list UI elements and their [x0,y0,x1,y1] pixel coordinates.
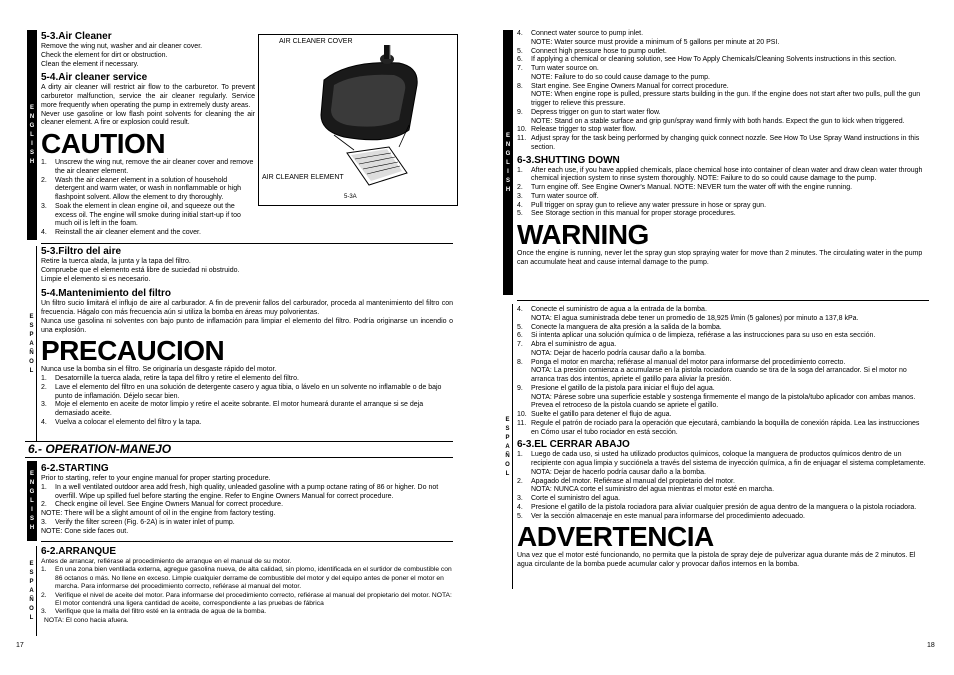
list-item-text: Connect water source to pump inlet. [531,30,644,37]
list-item-number: 8. [517,358,523,366]
list-item-text: If applying a chemical or cleaning solution, see How To Apply Chemicals/Cleaning Solvents instructions in this section. [531,56,897,64]
list-item-number: 3. [41,202,47,210]
language-letter: N [29,114,35,120]
list-item-number: 2. [41,591,47,599]
es-shutdown-steps [517,451,929,521]
language-bar-spanish [27,546,37,636]
list-item [41,592,453,609]
list-item-number: 3. [517,192,523,200]
language-letter: L [29,367,34,374]
page-number: 18 [927,642,935,649]
list-item-text: NOTE: Stand on a stable surface and grip gun/spray wand firmly with both hands. Expect the gun to kick when triggered. [531,117,905,125]
list-item [517,420,929,438]
language-bar-english [503,30,513,295]
list-item-text: Presione el gatillo de la pistola para iniciar el flujo del agua. [531,384,715,392]
list-item-text: Verify the filter screen (Fig. 6-2A) is in water inlet of pump. [55,518,235,526]
list-item-number: 9. [517,108,523,116]
language-letter: E [29,105,34,111]
list-item-text: Vuelva a colocar el elemento del filtro y la tapa. [55,418,202,426]
language-letter: O [29,358,34,365]
language-letter: S [505,177,510,184]
language-letter: L [30,132,34,138]
list-item [517,411,929,420]
list-item-text: Connect high pressure hose to pump outlet. [531,47,667,55]
list-item [41,375,453,384]
list-item-number: 9. [517,384,523,392]
list-item [41,159,255,177]
list-item-text: NOTE: Water source must provide a minimum of 5 gallons per minute at 20 PSI. [531,38,780,46]
list-item-number [517,486,527,495]
language-letter: H [505,186,511,193]
list-item-number: 1. [41,483,47,491]
language-letter: E [29,471,34,477]
list-item [41,501,453,510]
heading-mantenimiento-filtro: 5-4.Mantenimiento del filtro [41,288,172,300]
list-item-text: NOTA: NUNCA corte el suministro del agua mientras el motor esté en marcha. [531,486,775,494]
list-item-text: Turn water source off. [531,192,599,200]
list-item-number [517,350,527,359]
language-letter: S [29,570,34,576]
language-letter: H [29,159,35,165]
language-letter: E [29,313,34,320]
advertencia-title: ADVERTENCIA [517,521,714,553]
list-item-number: 1. [41,159,47,166]
list-item [517,56,929,65]
list-item [41,608,453,616]
list-item-text: Ver la sección almacenaje en este manual para informarse del procedimiento adecuado. [531,512,805,520]
list-item-number: 8. [517,82,523,90]
list-item [41,519,453,528]
list-item-number [517,74,527,83]
list-item-number: 3. [41,518,47,526]
divider [41,243,453,244]
list-item [517,126,929,135]
page-right [477,0,954,675]
list-item-number: 10. [517,126,527,134]
list-item-number [517,118,527,127]
text: NOTA: El cono hacia afuera. [44,616,129,624]
heading-filtro-aire: 5-3.Filtro del aire [41,246,122,257]
list-item-text: Conecte la manguera de alta presión a la salida de la bomba. [531,323,722,331]
list-item-text: See Storage section in this manual for proper storage procedures. [531,210,736,218]
list-item-number: 4. [41,229,47,236]
list-item-number: 5. [517,512,523,520]
language-letter: L [505,470,510,477]
language-letter: A [505,443,510,450]
list-item-text: Si intenta aplicar una solución química o de limpieza, refiérase a las instrucciones para su uso en esta sección. [531,332,876,340]
warning-text: Once the engine is running, never let the spray gun stop spraying water for move than 2 minutes. The circulating water in the pump can accumulate heat and cause internal damage to the pump. [517,250,923,266]
list-item-number [517,91,527,109]
text: NOTE: There will be a slight amount of oil in the engine from factory testing. [41,510,276,517]
divider [517,300,929,301]
list-item-number: 4. [41,418,47,426]
list-item [517,118,929,127]
language-bar-english [27,30,37,240]
divider [41,541,453,542]
text: Antes de arrancar, refiérase al procedimiento de arranque en el manual de su motor. [41,558,292,565]
list-item [517,394,929,412]
en-operation-section [517,30,929,268]
language-bar-spanish [503,304,513,589]
text: Check the element for dirt or obstruction. [41,51,168,59]
caution-title: CAUTION [41,128,166,159]
language-letter: G [29,489,35,495]
list-item [41,484,453,502]
warning-text: Una vez que el motor esté funcionando, no permita que la pistola de spray deje de pulverizar agua durante más de 2 minutos. El agua circulante de la bomba puede acumular calor y provocar daños internos en la bomba. [517,552,916,568]
language-letter: S [29,150,34,156]
list-item-number: 4. [517,306,523,313]
heading-air-cleaner: 5-3.Air Cleaner [41,31,112,42]
list-item-number: 7. [517,65,523,72]
list-item-text: Check engine oil level. See Engine Owners Manual for correct procedure. [55,501,284,509]
list-item-text: Ponga el motor en marcha; refiérase al manual del motor para informarse del procedimiento correcto. [531,358,846,366]
list-item [517,469,929,478]
language-letter: G [29,123,35,129]
list-item [517,478,929,487]
es-air-steps [41,375,453,428]
text: NOTE: Cone side faces out. [41,527,129,535]
list-item-text: Unscrew the wing nut, remove the air cleaner cover and remove the air cleaner element. [55,159,254,175]
list-item-number: 3. [41,401,47,409]
list-item [41,566,453,591]
list-item [517,48,929,57]
heading-shutting-down: 6-3.SHUTTING DOWN [517,154,620,166]
list-item [517,210,929,219]
list-item-number: 5. [517,210,523,218]
list-item-text: NOTA: Dejar de hacerlo podría causar daño a la bomba. [531,468,706,476]
es-arranque-section [41,545,453,625]
language-bar-english [27,461,37,541]
list-item-text: Start engine. See Engine Owners Manual for correct procedure. [531,82,729,90]
en-air-steps [41,159,255,238]
figure-label-cover: AIR CLEANER COVER [279,38,353,45]
language-letter: S [29,516,34,522]
list-item-number: 2. [41,383,47,391]
heading-air-cleaner-service: 5-4.Air cleaner service [41,72,148,84]
text: Nunca use gasolina ni solventes con bajo punto de inflamación para limpiar el elemento del filtro. Podría originarse un incendio o una explosión. [41,317,453,334]
heading-arranque: 6-2.ARRANQUE [41,546,117,557]
list-item [517,184,929,193]
list-item [517,324,929,333]
figure-label-element: AIR CLEANER ELEMENT [262,174,344,181]
language-letter: E [505,132,510,139]
list-item-number: 2. [517,184,523,191]
list-item-text: Conecte el suministro de agua a la entrada de la bomba. [531,306,707,313]
es-air-cleaner-section [41,245,453,428]
list-item-text: Suelte el gatillo para detener el flujo de agua. [531,411,672,418]
heading-cerrar-abajo: 6-3.EL CERRAR ABAJO [517,439,630,451]
en-starting-section [41,462,453,536]
language-letter: A [29,340,34,347]
list-item [41,229,255,238]
list-item [517,341,929,350]
list-item-text: Abra el suministro de agua. [531,341,617,348]
language-letter: G [505,150,511,157]
language-letter: I [31,141,33,147]
list-item-text: Reinstall the air cleaner element and the cover. [55,229,201,236]
list-item-text: NOTA: La presión comienza a acumularse en la pistola rociadora cuando se tira de la soga del arrancador. Si el motor no arranca tras dos intentos, apriete el gatillo para aliviar la presión. [531,367,907,383]
language-letter: L [506,159,510,166]
list-item-text: After each use, if you have applied chemicals, place chemical hose into container of clean water and draw clean water through chemical injection system to rinse system thoroughly. NOTE: Failure to do so could cause damage to the pump. [531,166,923,183]
list-item [41,384,453,402]
language-letter: I [31,507,33,513]
figure-caption: 5-3A [344,194,357,200]
list-item-number: 2. [41,176,47,184]
list-item-number: 1. [517,451,523,459]
list-item [517,451,929,469]
language-letter: Ñ [29,597,34,603]
list-item-number: 4. [517,503,523,511]
list-item-number [517,39,527,48]
list-item-text: Corte el suministro del agua. [531,495,621,502]
es-start-steps [41,566,453,616]
list-item [517,193,929,202]
list-item-text: Verifique que la malla del filtro esté en la entrada de agua de la bomba. [55,608,267,616]
language-bar-spanish [27,246,37,441]
list-item-number: 7. [517,341,523,348]
list-item [517,167,929,185]
list-item [517,359,929,368]
list-item-number: 11. [517,419,527,427]
text: Nunca use la bomba sin el filtro. Se originaría un desgaste rápido del motor. [41,366,277,374]
language-letter: N [505,141,511,148]
text: A dirty air cleaner will restrict air flow to the carburetor. To prevent carburetor malfunction, service the air cleaner regularly. Service more frequently when operating the pump in extremely dusty areas. [41,84,255,109]
list-item [517,135,929,153]
list-item [517,91,929,109]
text: Clean the element if necessary. [41,60,139,68]
list-item-text: Depress trigger on gun to start water flow. [531,108,661,116]
list-item-text: Turn engine off. See Engine Owner's Manual. NOTE: NEVER turn the water off with the engine running. [531,184,853,191]
language-letter: L [30,498,34,504]
list-item [517,367,929,385]
list-item-text: In a well ventilated outdoor area add fresh, high quality, unleaded gasoline with a pump octane rating of 86 or higher. Do not overfill. Wipe up spilled fuel before starting the engine. Refer to Engine Owners Manual for correct procedure. [55,483,439,500]
list-item [517,315,929,324]
language-letter: I [507,168,509,175]
en-start-steps [41,484,453,510]
text: Remove the wing nut, washer and air cleaner cover. [41,43,203,50]
list-item [517,202,929,211]
en-operation-steps [517,30,929,153]
list-item [517,306,929,315]
list-item [517,109,929,118]
es-operation-section [517,306,929,570]
list-item-text: Desatornille la tuerca alada, retire la tapa del filtro y retire el elemento del filtro. [55,375,299,382]
list-item-text: Luego de cada uso, si usted ha utilizado productos químicos, coloque la manguera de productos químicos dentro de un recipiente con agua limpia y succiónela a través del sistema de inyección química, a fin de enjuagar el sistema completamente. [531,451,926,467]
list-item-text: Lave el elemento del filtro en una solución de detergente casero y agua tibia, o lávelo en un solvente no inflamable o de bajo punto de inflamación. Déjelo secar bien. [55,383,442,400]
list-item-number: 4. [517,30,523,37]
heading-starting: 6-2.STARTING [41,463,109,474]
list-item-text: Verifique el nivel de aceite del motor. Para informarse del procedimiento correcto, refiérase al manual del propietario del motor. NOTA: El motor contendrá una ligera cantidad de aceite, correspondiente a las pruebas de fábrica [55,591,452,607]
list-item-number: 1. [41,566,47,574]
language-letter: Ñ [29,349,34,356]
language-letter: S [505,425,510,432]
list-item [41,419,453,428]
language-letter: Ñ [505,452,510,459]
language-letter: H [29,525,35,531]
page-number: 17 [16,642,24,649]
list-item-number: 4. [517,201,523,209]
list-item-number: 3. [517,495,523,502]
list-item-text: Turn water source on. [531,65,599,72]
language-letter: P [505,434,510,441]
list-item-text: Regule el patrón de rociado para la operación que ejecutará, cambiando la boquilla de conexión rápida. Lea las instrucciones en Cómo usar el tubo rociador en está sección. [531,419,920,436]
list-item-text: Apagado del motor. Refiérase al manual del propietario del motor. [531,477,735,485]
list-item-number: 10. [517,411,527,418]
en-air-cleaner-section [41,30,255,238]
language-letter: O [29,606,34,612]
list-item-text: NOTA: El agua suministrada debe tener un promedio de 18,925 l/min (5 galones) por minuto a 137,8 kPa. [531,314,859,322]
list-item-text: Soak the element in clean engine oil, and squeeze out the excess oil. The engine will smoke during initial start-up if too much oil is left in the foam. [55,202,241,228]
list-item-number: 6. [517,332,523,340]
language-letter: O [505,461,510,468]
list-item [517,486,929,495]
list-item-number: 1. [41,375,47,382]
es-operation-steps [517,306,929,437]
list-item-number: 11. [517,135,527,142]
divider [25,457,453,458]
list-item [41,177,255,203]
list-item-number: 5. [517,47,523,55]
list-item-text: En una zona bien ventilada externa, agregue gasolina nueva, de alta calidad, sin plomo, identificada en el surtidor de combustible con 86 octanos o más. No llene en exceso. Limpie cualquier derrame de combustible del motor y del equipo antes de poner el motor en marcha. Para informarse del procedimiento correcto, refiérase al manual del motor. [55,566,452,591]
list-item-text: NOTA: Párese sobre una superficie estable y sostenga firmemente el mango de la pistola/tubo aplicador con ambas manos. Prevea el retroceso de la pistola cuando se apriete el gatillo. [531,393,916,410]
list-item-text: NOTE: When engine rope is pulled, pressure starts building in the gun. If the engine does not start after two pulls, pull the gun trigger to relieve this pressure. [531,91,921,107]
list-item-number: 2. [517,477,523,485]
list-item-number [517,394,527,412]
list-item-text: Presione el gatillo de la pistola rociadora para aliviar cualquier presión de agua dentro de la manguera o la pistola rociadora. [531,503,917,511]
en-shutdown-steps [517,167,929,220]
list-item [517,495,929,504]
text: Prior to starting, refer to your engine manual for proper starting procedure. [41,475,271,482]
list-item-number: 5. [517,323,523,331]
list-item-number: 1. [517,166,523,174]
en-start-steps-2 [41,519,453,528]
list-item [41,203,255,229]
list-item [41,401,453,419]
language-letter: P [29,579,34,585]
list-item-text: NOTA: Dejar de hacerlo podría causar daño a la bomba. [531,349,706,357]
language-letter: S [29,322,34,329]
list-item [517,385,929,394]
list-item [517,504,929,513]
language-letter: P [29,331,34,338]
list-item-text: Wash the air cleaner element in a solution of household detergent and warm water, or wash in nonflammable or high flashpoint solvent. Allow the element to dry thoroughly. [55,176,241,201]
list-item-number [517,469,527,478]
air-cleaner-figure [258,34,458,206]
language-letter: L [29,615,34,621]
list-item [517,30,929,39]
language-letter: A [29,588,34,594]
operation-title: 6.- OPERATION-MANEJO [28,442,172,456]
list-item-number [517,367,527,385]
list-item-text: Moje el elemento en aceite de motor limpio y retire el aceite sobrante. El motor humeará durante el arranque si se deja demasiado aceite. [55,401,424,417]
text: Never use gasoline or low flash point solvents for cleaning the air cleaner element. A fire or explosion could result. [41,110,255,127]
list-item [517,74,929,83]
list-item [517,65,929,74]
list-item-text: NOTE: Failure to do so could cause damage to the pump. [531,73,710,81]
warning-title: WARNING [517,219,649,250]
text: Un filtro sucio limitará el influjo de aire al carburador. A fin de prevenir fallos del carburador, proceda al mantenimiento del filtro con frecuencia. Hágalo con más frecuencia aún si utiliza la bomba en áreas muy polvorientas. [41,300,453,316]
list-item-number: 2. [41,501,47,509]
list-item-text: Adjust spray for the task being performed by changing quick connect nozzle. See How To Use Spray Wand instructions in this section. [531,135,920,151]
list-item [517,513,929,522]
list-item-number [517,315,527,324]
language-letter: N [29,480,35,486]
list-item-text: Release trigger to stop water flow. [531,126,637,134]
list-item [517,83,929,92]
language-letter: E [29,561,34,567]
list-item [517,350,929,359]
list-item [517,332,929,341]
text: Limpie el elemento si es necesario. [41,275,151,283]
text: Compruebe que el elemento está libre de suciedad ni obstruido. [41,266,240,274]
language-letter: E [505,416,510,423]
text: Retire la tuerca alada, la junta y la tapa del filtro. [41,258,191,265]
list-item-number: 3. [41,608,47,616]
list-item-number: 6. [517,56,523,64]
list-item [517,39,929,48]
precaucion-title: PRECAUCION [41,335,225,367]
list-item-text: Pull trigger on spray gun to relieve any water pressure in hose or spray gun. [531,201,767,209]
